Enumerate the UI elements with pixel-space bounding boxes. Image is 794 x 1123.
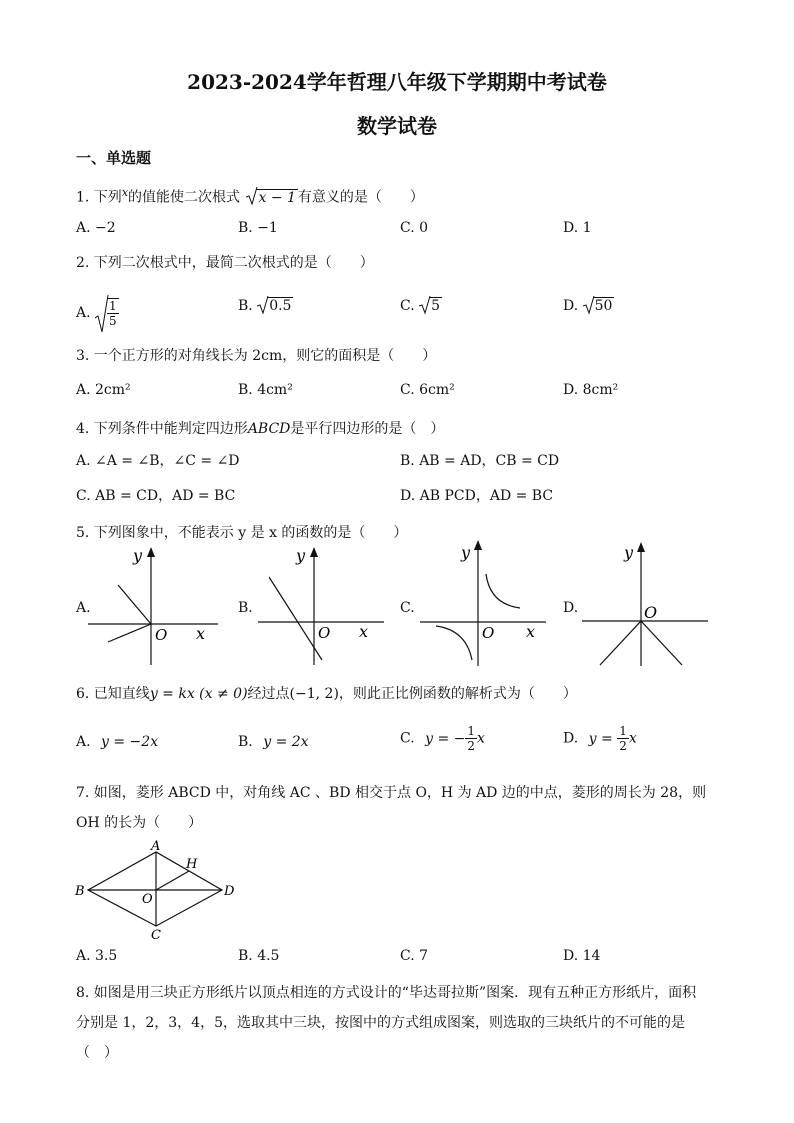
q6-option-b[interactable]: B. y = 2x bbox=[238, 734, 309, 750]
question-1 bbox=[76, 186, 424, 207]
page-title: 2023-2024学年哲理八年级下学期期中考试卷 bbox=[187, 70, 607, 94]
q5-option-c-label[interactable]: C. bbox=[400, 600, 415, 616]
question-8-line-2: 分别是 1，2，3，4，5，选取其中三块，按图中的方式组成图案，则选取的三块纸片的不可能的是 bbox=[76, 1015, 685, 1031]
svg-text:H: H bbox=[186, 857, 198, 872]
q2-d-sqrt: 50 bbox=[583, 298, 615, 314]
sqrt-sign-icon bbox=[246, 186, 258, 206]
q7-option-b[interactable]: B. 4.5 bbox=[238, 948, 280, 964]
svg-text:x: x bbox=[359, 622, 369, 641]
q2-b-sqrt: 0.5 bbox=[257, 298, 293, 314]
question-2: 2. 下列二次根式中，最简二次根式的是（ ） bbox=[76, 255, 374, 271]
q5-option-a-label[interactable]: A. bbox=[76, 600, 91, 616]
svg-text:O: O bbox=[142, 892, 153, 907]
sqrt-sign-icon bbox=[419, 295, 431, 315]
q7-option-a[interactable]: A. 3.5 bbox=[76, 948, 118, 964]
svg-text:O: O bbox=[482, 624, 495, 642]
q1-option-a[interactable]: A. −2 bbox=[76, 220, 116, 236]
svg-text:y: y bbox=[133, 546, 143, 565]
question-3: 3. 一个正方形的对角线长为 2cm，则它的面积是（ ） bbox=[76, 348, 437, 364]
q7-option-c[interactable]: C. 7 bbox=[400, 948, 429, 964]
q2-c-sqrt: 5 bbox=[419, 298, 442, 314]
sqrt-sign-icon bbox=[257, 295, 269, 315]
q3-option-d[interactable]: D. 8cm² bbox=[563, 382, 619, 398]
q3-option-c[interactable]: C. 6cm² bbox=[400, 382, 455, 398]
q1-var: x bbox=[121, 186, 129, 199]
q1-text-pre: 1. 下列 bbox=[76, 189, 122, 206]
svg-text:x: x bbox=[526, 622, 536, 641]
question-6: 6. 已知直线y = kx (x ≠ 0)经过点(−1, 2)，则此正比例函数的解析式为（ ） bbox=[76, 686, 577, 702]
q1-sqrt: x − 1 bbox=[246, 190, 297, 206]
sqrt-sign-icon bbox=[583, 295, 595, 315]
question-7-line-2: OH 的长为（ ） bbox=[76, 815, 203, 831]
svg-text:y: y bbox=[624, 543, 634, 562]
q1-text-mid: 的值能使二次根式 bbox=[128, 189, 241, 206]
q4-option-c[interactable]: C. AB = CD，AD = BC bbox=[76, 488, 236, 504]
q5-graph-d bbox=[578, 540, 713, 670]
question-8-line-3: （ ） bbox=[76, 1045, 118, 1061]
q7-option-d[interactable]: D. 14 bbox=[563, 948, 601, 964]
q3-option-a[interactable]: A. 2cm² bbox=[76, 382, 131, 398]
q2-option-b[interactable]: B. 0.5 bbox=[238, 298, 293, 314]
question-7-line-1: 7. 如图，菱形 ABCD 中，对角线 AC 、BD 相交于点 O，H 为 AD 边的中点，菱形的周长为 28，则 bbox=[76, 785, 707, 801]
q4-option-d[interactable]: D. AB PCD，AD = BC bbox=[400, 488, 554, 504]
q6-equation: y = kx (x ≠ 0) bbox=[149, 686, 248, 702]
section-heading: 一、单选题 bbox=[76, 149, 152, 167]
q2-option-a[interactable]: A. $\frac{1}{5}$ bbox=[76, 298, 119, 328]
q4-option-b[interactable]: B. AB = AD，CB = CD bbox=[400, 453, 560, 469]
svg-text:x: x bbox=[196, 624, 206, 643]
svg-text:B: B bbox=[75, 884, 85, 899]
svg-text:D: D bbox=[224, 884, 235, 899]
q5-graph-c bbox=[416, 538, 556, 670]
q4-shape: ABCD bbox=[247, 421, 291, 437]
page-subtitle: 数学试卷 bbox=[357, 114, 437, 138]
q6-point: (−1, 2) bbox=[289, 686, 339, 702]
q6-option-a[interactable]: A. y = −2x bbox=[76, 734, 159, 750]
q5-graph-b bbox=[254, 545, 394, 670]
q2-option-c[interactable]: C. 5 bbox=[400, 298, 442, 314]
svg-text:C: C bbox=[151, 928, 161, 943]
question-5: 5. 下列图象中，不能表示 y 是 x 的函数的是（ ） bbox=[76, 525, 408, 541]
q6-option-d[interactable]: D. y = $\frac{1}{2}$ x bbox=[563, 724, 637, 753]
q5-graph-a bbox=[88, 545, 228, 670]
q6-option-c[interactable]: C. y = − $\frac{1}{2}$ x bbox=[400, 724, 485, 753]
q3-option-b[interactable]: B. 4cm² bbox=[238, 382, 293, 398]
q1-option-d[interactable]: D. 1 bbox=[563, 220, 592, 236]
q1-option-b[interactable]: B. −1 bbox=[238, 220, 278, 236]
q5-option-b-label[interactable]: B. bbox=[238, 600, 253, 616]
q4-option-a[interactable]: A. ∠A = ∠B，∠C = ∠D bbox=[76, 453, 240, 469]
svg-text:O: O bbox=[644, 603, 658, 622]
svg-text:O: O bbox=[155, 626, 168, 644]
svg-text:y: y bbox=[296, 546, 306, 565]
sqrt-sign-icon bbox=[95, 294, 109, 334]
question-4: 4. 下列条件中能判定四边形ABCD是平行四边形的是（ ） bbox=[76, 421, 445, 437]
q7-rhombus-figure bbox=[72, 838, 242, 943]
svg-text:y: y bbox=[461, 543, 471, 562]
q2-a-sqrt: $\frac{1}{5}$ bbox=[95, 298, 119, 328]
q2-option-d[interactable]: D. 50 bbox=[563, 298, 614, 314]
svg-text:A: A bbox=[151, 839, 161, 854]
svg-text:O: O bbox=[318, 624, 331, 642]
q1-option-c[interactable]: C. 0 bbox=[400, 220, 429, 236]
q5-option-d-label[interactable]: D. bbox=[563, 600, 579, 616]
q1-text-post: 有意义的是（ ） bbox=[297, 189, 424, 206]
question-8-line-1: 8. 如图是用三块正方形纸片以顶点相连的方式设计的“毕达哥拉斯”图案．现有五种正方形纸片，面积 bbox=[76, 985, 697, 1001]
